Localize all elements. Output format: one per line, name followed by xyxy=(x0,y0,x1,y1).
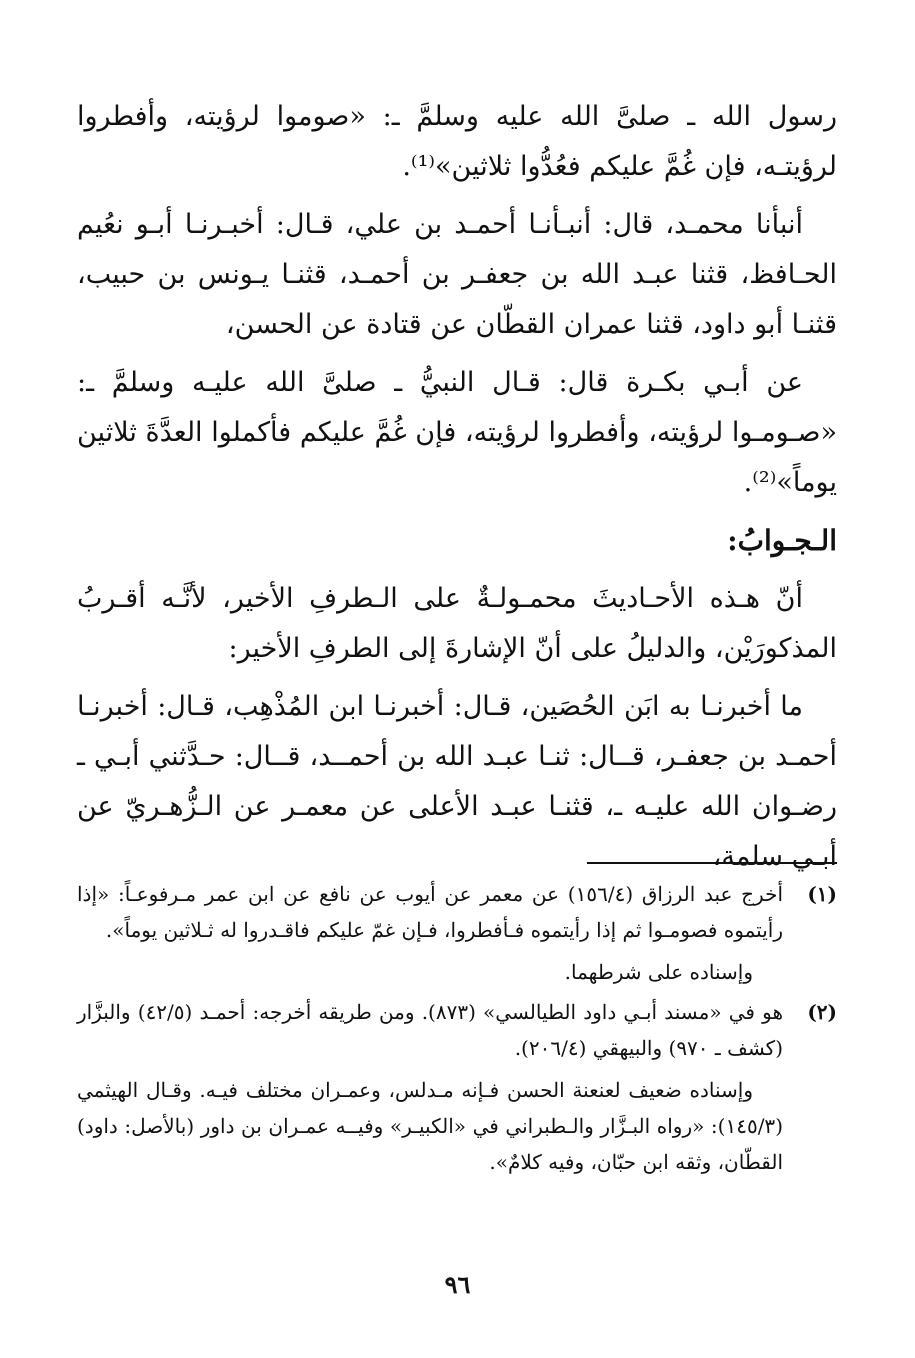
page-number: ٩٦ xyxy=(444,1270,471,1299)
paragraph-1: رسول الله ـ صلىَّ الله عليه وسلمَّ ـ: «صوموا لرؤيته، وأفطروا لرؤيتـه، فإن غُمَّ عليكم فعُدُّوا ثلاثين»⁽¹⁾. xyxy=(77,101,837,182)
footnote-note: وإسناده على شرطهما. xyxy=(564,960,753,984)
main-text xyxy=(77,92,837,890)
footnote-number: (١) xyxy=(807,882,837,906)
paragraph-5: ما أخبرنـا به ابَن الحُصَين، قـال: أخبرنـا ابن المُذْهِب، قـال: أخبرنـا أحمـد بن جعفـر، قــال: ثنـا عبـد الله بن أحمــد، قــال: حـدَّثني أبـي ـ رضـوان الله عليـه ـ، قثنـا عبـد الأعلى عن معمـر عن الـزُّهـريّ عن أبـي سلمة، xyxy=(77,691,837,872)
footnote-divider xyxy=(587,862,837,864)
paragraph-3: عن أبـي بكـرة قال: قـال النبيُّ ـ صلىَّ الله عليـه وسلمَّ ـ: «صـومـوا لرؤيته، وأفطروا لرؤيته، فإن غُمَّ عليكم فأكملوا العدَّةَ ثلاثين يوماً»⁽²⁾. xyxy=(77,367,837,498)
paragraph-4: أنّ هـذه الأحـاديثَ محمـولـةٌ على الـطرفِ الأخير، لأنَّـه أقـربُ المذكورَيْن، والدليلُ على أنّ الإشارةَ إلى الطرفِ الأخير: xyxy=(77,583,837,664)
footnotes xyxy=(77,876,837,1184)
footnote-text: هو في «مسند أبـي داود الطيالسي» (٨٧٣). ومن طريقه أخرجه: أحمـد (٤٢/٥) والبزَّار (كشف ـ ٩٧٠) والبيهقي (٢٠٦/٤). xyxy=(77,1000,783,1060)
paragraph-2: أنبأنا محمـد، قال: أنبـأنـا أحمـد بن علي، قـال: أخبـرنـا أبـو نعُيم الحـافظ، قثنا عبـد الله بن جعفـر بن أحمـد، قثنـا يـونس بن حبيب، قثنـا أبو داود، قثنا عمران القطّان عن قتادة عن الحسن، xyxy=(77,209,837,340)
footnote-1 xyxy=(77,876,837,990)
footnote-number: (٢) xyxy=(807,1000,837,1024)
section-heading: الـجـوابُ: xyxy=(727,524,837,557)
footnote-note: وإسناده ضعيف لعنعنة الحسن فـإنه مـدلس، وعمـران مختلف فيـه. وقـال الهيثمي (١٤٥/٣): «رواه البـزَّار والـطبراني في «الكبيـر» وفيــه عمـران بن داور (بالأصل: داود) القطّان، وثقه ابن حبّان، وفيه كلامٌ». xyxy=(77,1078,783,1174)
footnote-text: أخرج عبد الرزاق (١٥٦/٤) عن معمر عن أيوب عن نافع عن ابن عمر مـرفوعـاً: «إذا رأيتموه فصومـوا ثم إذا رأيتموه فـأفطروا، فـإن غمّ عليكم فاقـدروا له ثـلاثين يوماً». xyxy=(77,882,784,942)
footnote-2 xyxy=(77,994,837,1180)
